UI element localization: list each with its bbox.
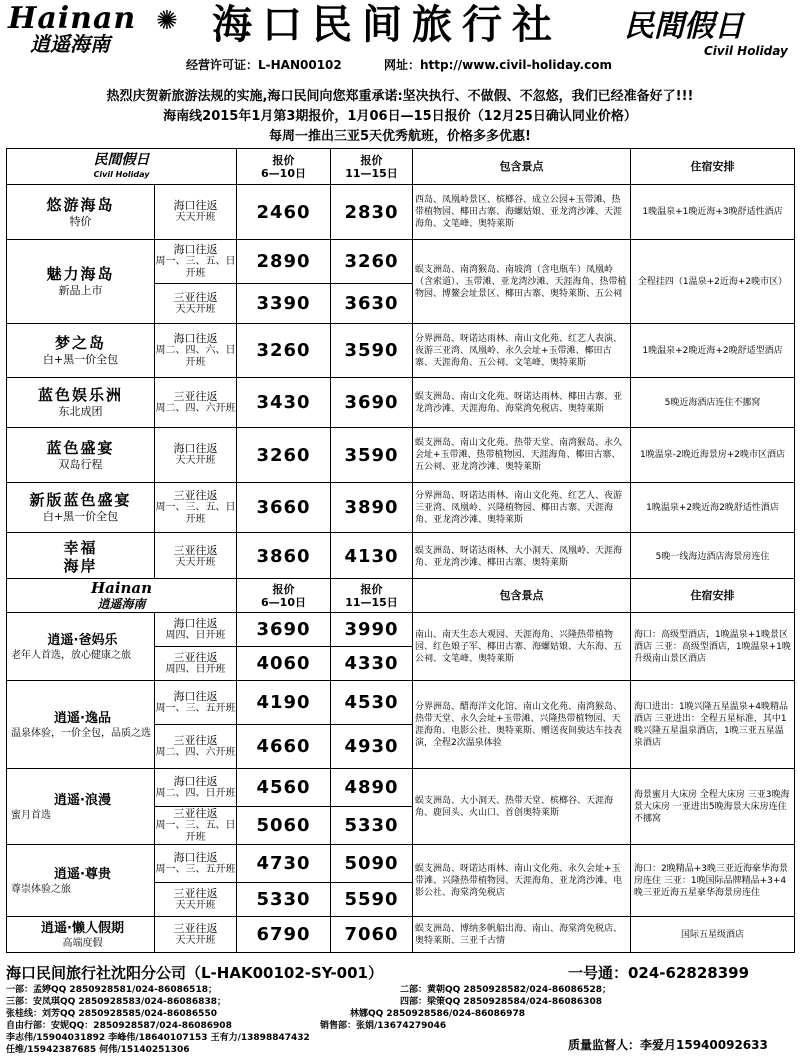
tour-name: 逍遥·尊贵 尊崇体验之旅 <box>7 845 155 917</box>
contact-line: 自由行部：安妮QQ：2850928587/024-86086908 <box>6 1021 232 1031</box>
civil-holiday-logo <box>624 10 794 72</box>
price-1: 4730 <box>237 845 331 883</box>
table-row <box>7 185 795 240</box>
table-row <box>7 533 795 581</box>
route: 海口往返 周一、三、五开班 <box>155 681 237 725</box>
headline-promise: 热烈庆贺新旅游法规的实施,海口民间向您郑重承诺:坚决执行、不做假、不忽悠，我们已经准备好了!!! <box>106 89 694 104</box>
route: 三亚往返 周一、三、五、日开班 <box>155 806 236 843</box>
tour-name: 蓝色盛宴 双岛行程 <box>7 428 155 483</box>
price-2: 4130 <box>331 533 413 581</box>
spots: 蜈支洲岛、博纳多帆船出海、南山、海棠湾免税店、奥特莱斯、三亚千古情 <box>413 917 631 953</box>
hotel: 海口：高级型酒店，1晚温泉+1晚景区酒店 三亚：高级型酒店，1晚温泉+1晚升级南山景区酒店 <box>631 613 795 681</box>
price-1: 3260 <box>237 324 331 378</box>
price-1: 4060 <box>237 647 331 681</box>
table-row <box>7 483 795 533</box>
price-2: 5090 <box>331 845 413 883</box>
tour-name: 逍遥·逸品 温泉体验，一价全包，品质之选 <box>7 681 155 769</box>
price-2: 3590 <box>331 428 413 483</box>
price-2: 4530 <box>331 681 413 725</box>
contact-line: 销售部：张娟/13674279046 <box>320 1021 447 1031</box>
price-1: 2460 <box>237 185 331 240</box>
route: 海口往返 周四、日开班 <box>155 613 237 647</box>
route: 海口往返 周二、四、六、日开班 <box>155 324 237 378</box>
civil-holiday-logo-en: Civil Holiday <box>704 44 788 58</box>
col-price-1: 报价 6—10日 <box>237 579 331 613</box>
tour-name: 蓝色娱乐洲 东北成团 <box>7 378 155 428</box>
table-row <box>7 769 795 807</box>
hotel: 国际五星级酒店 <box>631 917 795 953</box>
hotel: 海口进出：1晚兴隆五星温泉+4晚精品酒店 三亚进出：全程五星标准，其中1晚兴隆五星温泉酒店，1晚三亚五星温泉酒店 <box>631 681 795 769</box>
price-2: 7060 <box>331 917 413 953</box>
civil-holiday-table-logo: 民間假日 Civil Holiday <box>7 149 237 185</box>
spots: 蜈支洲岛、南山文化苑、热带天堂、南湾猴岛、永久会址+玉带滩、热带植物园、天涯海角、椰田古寨、五公祠、亚龙湾沙滩、奥特莱斯 <box>413 428 631 483</box>
route: 三亚往返 周二、四、六开班 <box>155 725 237 769</box>
contact-line: 二部：黄朝QQ 2850928582/024-86086528； <box>400 985 611 995</box>
price-2: 5330 <box>331 807 413 845</box>
spots: 分界洲岛、呀诺达雨林、南山文化苑、红艺人表演、夜游三亚湾、凤凰岭、永久会址+玉带滩、椰田古寨、天涯海角、五公祠、文笔峰、奥特莱斯 <box>413 324 631 378</box>
table-row <box>7 681 795 725</box>
spots: 蜈支洲岛、南山文化苑、呀诺达雨林、椰田古寨、亚龙湾沙滩、天涯海角、海棠湾免税店、奥特莱斯 <box>413 378 631 428</box>
contact-line: 李志伟/15904031892 李峰伟/18640107153 王有力/13898847432 <box>6 1033 310 1043</box>
price-1: 5060 <box>237 807 331 845</box>
col-price-2: 报价 11—15日 <box>331 149 413 185</box>
route: 三亚往返 天天开班 <box>155 883 237 917</box>
tour-name: 逍遥·懒人假期 高端度假 <box>7 917 155 953</box>
xiaoyao-table-logo: Hainan 逍遥海南 <box>7 579 237 613</box>
hotel: 1晚温泉+2晚近海+2晚舒适型酒店 <box>631 324 795 378</box>
price-2: 4930 <box>331 725 413 769</box>
headline-period: 海南线2015年1月第3期报价，1月06日—15日报价（12月25日确认同业价格） <box>163 109 637 124</box>
table-row <box>7 613 795 647</box>
price-2: 3890 <box>331 483 413 533</box>
agency-title: 海口民间旅行社 <box>212 1 562 48</box>
price-2: 4890 <box>331 769 413 807</box>
contact-line: 一部：孟婷QQ 2850928581/024-86086518； <box>6 985 217 995</box>
spots: 西岛、凤凰岭景区、槟榔谷、成立公园+玉带滩、热带植物园、椰田古寨、海螺姑娘、亚龙湾沙滩、天涯海角、文笔峰、奥特莱斯 <box>413 185 631 240</box>
route: 海口往返 周二、四、日开班 <box>155 769 237 807</box>
col-hotel: 住宿安排 <box>631 579 795 613</box>
col-spots: 包含景点 <box>413 149 631 185</box>
tour-name: 逍遥·浪漫 蜜月首选 <box>7 769 155 845</box>
website-url[interactable]: 网址：http://www.civil-holiday.com <box>384 58 612 72</box>
contact-line: 林娜QQ 2850928586/024-86086978 <box>350 1009 525 1019</box>
price-2: 3690 <box>331 378 413 428</box>
col-spots: 包含景点 <box>413 579 631 613</box>
tour-name: 魅力海岛 新品上市 <box>7 240 155 324</box>
route: 三亚往返 天天开班 <box>155 917 237 953</box>
hotline: 一号通：024-62828399 <box>568 964 750 982</box>
route: 三亚往返 周二、四、六开班 <box>155 378 237 428</box>
route: 海口往返 周一、三、五、日开班 <box>155 240 237 284</box>
price-2: 4330 <box>331 647 413 681</box>
col-hotel: 住宿安排 <box>631 149 795 185</box>
hotel: 5晚一线海边酒店海景房连住 <box>631 533 795 581</box>
table-header-row <box>7 149 795 185</box>
route: 三亚往返 天天开班 <box>155 533 237 581</box>
hainan-logo <box>8 1 188 56</box>
spots: 南山、南天生态大观园、天涯海角、兴隆热带植物园、红色娘子军、椰田古寨、海螺姑娘、大东海、五公祠、文笔峰、奥特莱斯 <box>413 613 631 681</box>
price-2: 3630 <box>331 284 413 324</box>
spots: 蜈支洲岛、呀诺达雨林、南山文化苑、永久会址+玉带滩、兴隆热带植物园、天涯海角、亚龙湾沙滩、电影公社、海棠湾免税店 <box>413 845 631 917</box>
headline-offer: 每周一推出三亚5天优秀航班，价格多多优惠! <box>269 129 531 144</box>
table-header-row <box>7 579 795 613</box>
spots: 蜈支洲岛、南湾猴岛、南坡湾（含电瓶车）凤凰岭（含索道）、玉带滩、亚龙湾沙滩、天涯海角、热带植物园、博鳌会址景区、椰田古寨、奥特莱斯、五公祠 <box>413 240 631 324</box>
contact-line: 三部：安凤琪QQ 2850928583/024-86086838； <box>6 997 226 1007</box>
hotel: 海口：2晚精品+3晚三亚近海豪华海景房连住 三亚：1晚国际品牌精品+3+4晚三亚近海五星豪华海景房连住 <box>631 845 795 917</box>
route: 三亚往返 周四、日开班 <box>155 647 237 681</box>
branch-name: 海口民间旅行社沈阳分公司（L-HAK00102-SY-001） <box>6 964 383 982</box>
price-table-civil-holiday <box>6 148 795 581</box>
civil-holiday-logo-cn: 民間假日 <box>624 9 744 44</box>
spots: 分界洲岛、呀诺达雨林、南山文化苑、红艺人、夜游三亚湾、凤凰岭、兴隆植物园、椰田古寨、天涯海角、亚龙湾沙滩、奥特莱斯 <box>413 483 631 533</box>
tour-name: 悠游海岛 特价 <box>7 185 155 240</box>
hotel: 海景蜜月大床房 全程大床房 三亚3晚海景大床房 一亚进出5晚海景大床房连住不挪窝 <box>631 769 795 845</box>
tour-name: 梦之岛 白+黑一价全包 <box>7 324 155 378</box>
hotel: 1晚温泉+2晚近海2晚舒适性酒店 <box>631 483 795 533</box>
price-table-xiaoyao-hainan <box>6 578 795 953</box>
tour-name: 幸福 海岸 <box>7 533 155 581</box>
price-1: 4560 <box>237 769 331 807</box>
route: 海口往返 周一、三、五开班 <box>155 845 237 883</box>
price-1: 3660 <box>237 483 331 533</box>
price-2: 3260 <box>331 240 413 284</box>
price-1: 4190 <box>237 681 331 725</box>
price-2: 3990 <box>331 613 413 647</box>
route: 三亚往返 周一、三、五、日开班 <box>155 483 237 533</box>
contact-line: 四部：梁策QQ 2850928584/024-86086308 <box>400 997 602 1007</box>
hotel: 1晚温泉+1晚近海+3晚舒适性酒店 <box>631 185 795 240</box>
contact-line: 张桂线：刘芳QQ 2850928585/024-86086550 <box>6 1009 217 1019</box>
spots: 分界洲岛、醋海洋文化馆、南山文化苑、南湾猴岛、热带天堂、永久会址+玉带滩、兴隆热带植物园、天涯海角、电影公社、奥特莱斯、赠送夜间骏达车技表演，全程2次温泉体验 <box>413 681 631 769</box>
price-1: 3390 <box>237 284 331 324</box>
route: 海口往返 天天开班 <box>155 428 237 483</box>
price-1: 3430 <box>237 378 331 428</box>
hainan-logo-cn: 逍遥海南 <box>30 32 110 56</box>
tour-name: 新版蓝色盛宴 白+黑一价全包 <box>7 483 155 533</box>
hotel: 5晚近海酒店连住不挪窝 <box>631 378 795 428</box>
table-row <box>7 845 795 883</box>
price-1: 3690 <box>237 613 331 647</box>
contact-line: 任维/15942387685 何伟/15140251306 <box>6 1045 190 1055</box>
hotel: 1晚温泉-2晚近海景房+2晚市区酒店 <box>631 428 795 483</box>
table-row <box>7 917 795 953</box>
spots: 蜈支洲岛、呀诺达雨林、大小洞天、凤凰岭、天涯海角、亚龙湾沙滩、椰田古寨、奥特莱斯 <box>413 533 631 581</box>
quality-supervisor: 质量监督人：李爱月15940092633 <box>568 1038 768 1052</box>
tour-name: 逍遥·爸妈乐 老年人首选，放心健康之旅 <box>7 613 155 681</box>
col-price-1: 报价 6—10日 <box>237 149 331 185</box>
price-2: 3590 <box>331 324 413 378</box>
license-number: 经营许可证：L-HAN00102 <box>186 58 342 72</box>
palm-tree-icon: ✺ <box>156 6 178 36</box>
price-1: 5330 <box>237 883 331 917</box>
table-row <box>7 428 795 483</box>
spots: 蜈支洲岛、大小洞天、热带天堂、槟榔谷、天涯海角、鹿回头、火山口、首创奥特莱斯 <box>413 769 631 845</box>
route: 海口往返 天天开班 <box>155 185 237 240</box>
table-row <box>7 240 795 284</box>
price-2: 5590 <box>331 883 413 917</box>
route: 三亚往返 天天开班 <box>155 284 237 324</box>
col-price-2: 报价 11—15日 <box>331 579 413 613</box>
price-1: 2890 <box>237 240 331 284</box>
price-2: 2830 <box>331 185 413 240</box>
table-row <box>7 378 795 428</box>
price-1: 4660 <box>237 725 331 769</box>
price-1: 3860 <box>237 533 331 581</box>
price-1: 3260 <box>237 428 331 483</box>
hotel: 全程挂四（1温泉+2近海+2晚市区） <box>631 240 795 324</box>
hainan-logo-script: Hainan <box>8 1 137 36</box>
table-row <box>7 324 795 378</box>
price-1: 6790 <box>237 917 331 953</box>
